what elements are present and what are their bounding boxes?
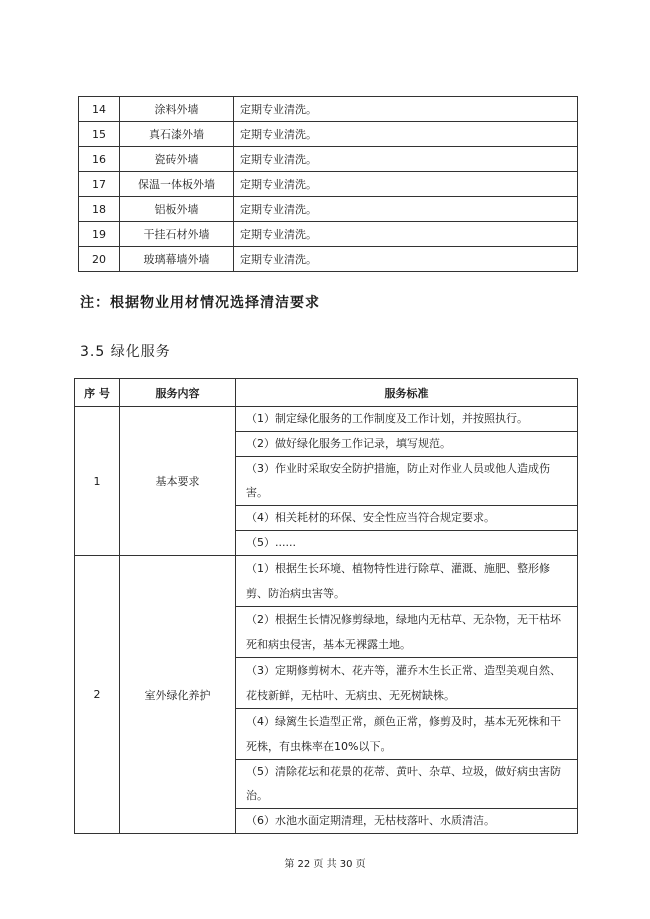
row-name: 真石漆外墙 xyxy=(120,122,234,147)
row-number: 20 xyxy=(79,247,120,272)
green-table-body xyxy=(75,407,578,834)
table-row xyxy=(75,407,578,432)
group-number: 2 xyxy=(75,556,120,834)
header-seq: 序 号 xyxy=(75,379,120,407)
note-text: 注：根据物业用材情况选择清洁要求 xyxy=(80,295,320,311)
row-number: 18 xyxy=(79,197,120,222)
standard-cell xyxy=(236,809,578,834)
row-name: 瓷砖外墙 xyxy=(120,147,234,172)
standard-cell xyxy=(236,531,578,556)
group-item: 基本要求 xyxy=(120,407,236,556)
standard-cell xyxy=(236,709,578,760)
row-description: 定期专业清洗。 xyxy=(234,247,578,272)
table-header-row xyxy=(75,379,578,407)
row-name: 干挂石材外墙 xyxy=(120,222,234,247)
header-standard: 服务标准 xyxy=(236,379,578,407)
standard-text: （2）做好绿化服务工作记录，填写规范。 xyxy=(246,437,451,450)
greening-service-table xyxy=(74,378,578,834)
standard-cell xyxy=(236,407,578,432)
row-number: 19 xyxy=(79,222,120,247)
group-item: 室外绿化养护 xyxy=(120,556,236,834)
table-row xyxy=(75,556,578,607)
row-name: 涂料外墙 xyxy=(120,97,234,122)
standard-cell xyxy=(236,607,578,658)
header-item: 服务内容 xyxy=(120,379,236,407)
section-title: 3.5 绿化服务 xyxy=(80,344,171,360)
table-row xyxy=(79,197,578,222)
page-footer: 第 22 页 共 30 页 xyxy=(284,859,366,870)
table-row xyxy=(79,172,578,197)
standard-text: （3）作业时采取安全防护措施，防止对作业人员或他人造成伤害。 xyxy=(246,462,550,499)
wall-table-body xyxy=(79,97,578,272)
row-number: 17 xyxy=(79,172,120,197)
wall-cleaning-table xyxy=(78,96,578,272)
standard-text: （1）制定绿化服务的工作制度及工作计划，并按照执行。 xyxy=(246,412,528,425)
row-number: 14 xyxy=(79,97,120,122)
standard-cell xyxy=(236,457,578,506)
standard-text: （4）绿篱生长造型正常，颜色正常，修剪及时，基本无死株和干死株，有虫株率在10%以下。 xyxy=(246,715,561,753)
table-row xyxy=(79,97,578,122)
standard-cell xyxy=(236,432,578,457)
row-description: 定期专业清洗。 xyxy=(234,172,578,197)
standard-cell xyxy=(236,760,578,809)
row-number: 15 xyxy=(79,122,120,147)
row-number: 16 xyxy=(79,147,120,172)
table-row xyxy=(79,147,578,172)
standard-text: （1）根据生长环境、植物特性进行除草、灌溉、施肥、整形修剪、防治病虫害等。 xyxy=(246,562,550,600)
table-row xyxy=(79,122,578,147)
row-description: 定期专业清洗。 xyxy=(234,222,578,247)
row-description: 定期专业清洗。 xyxy=(234,122,578,147)
standard-text: （3）定期修剪树木、花卉等，灌乔木生长正常、造型美观自然、花枝新鲜，无枯叶、无病虫、无死树缺株。 xyxy=(246,664,561,702)
standard-text: （6）水池水面定期清理，无枯枝落叶、水质清洁。 xyxy=(246,814,495,827)
row-name: 铝板外墙 xyxy=(120,197,234,222)
standard-cell xyxy=(236,506,578,531)
row-description: 定期专业清洗。 xyxy=(234,197,578,222)
group-number: 1 xyxy=(75,407,120,556)
row-description: 定期专业清洗。 xyxy=(234,147,578,172)
table-row xyxy=(79,247,578,272)
standard-text: （2）根据生长情况修剪绿地，绿地内无枯草、无杂物，无干枯坏死和病虫侵害，基本无裸露土地。 xyxy=(246,613,561,651)
standard-text: （5）清除花坛和花景的花蒂、黄叶、杂草、垃圾，做好病虫害防治。 xyxy=(246,765,561,802)
standard-text: （5）...... xyxy=(246,536,296,549)
standard-cell xyxy=(236,658,578,709)
standard-text: （4）相关耗材的环保、安全性应当符合规定要求。 xyxy=(246,511,495,524)
table-row xyxy=(79,222,578,247)
row-name: 保温一体板外墙 xyxy=(120,172,234,197)
row-name: 玻璃幕墙外墙 xyxy=(120,247,234,272)
standard-cell xyxy=(236,556,578,607)
row-description: 定期专业清洗。 xyxy=(234,97,578,122)
